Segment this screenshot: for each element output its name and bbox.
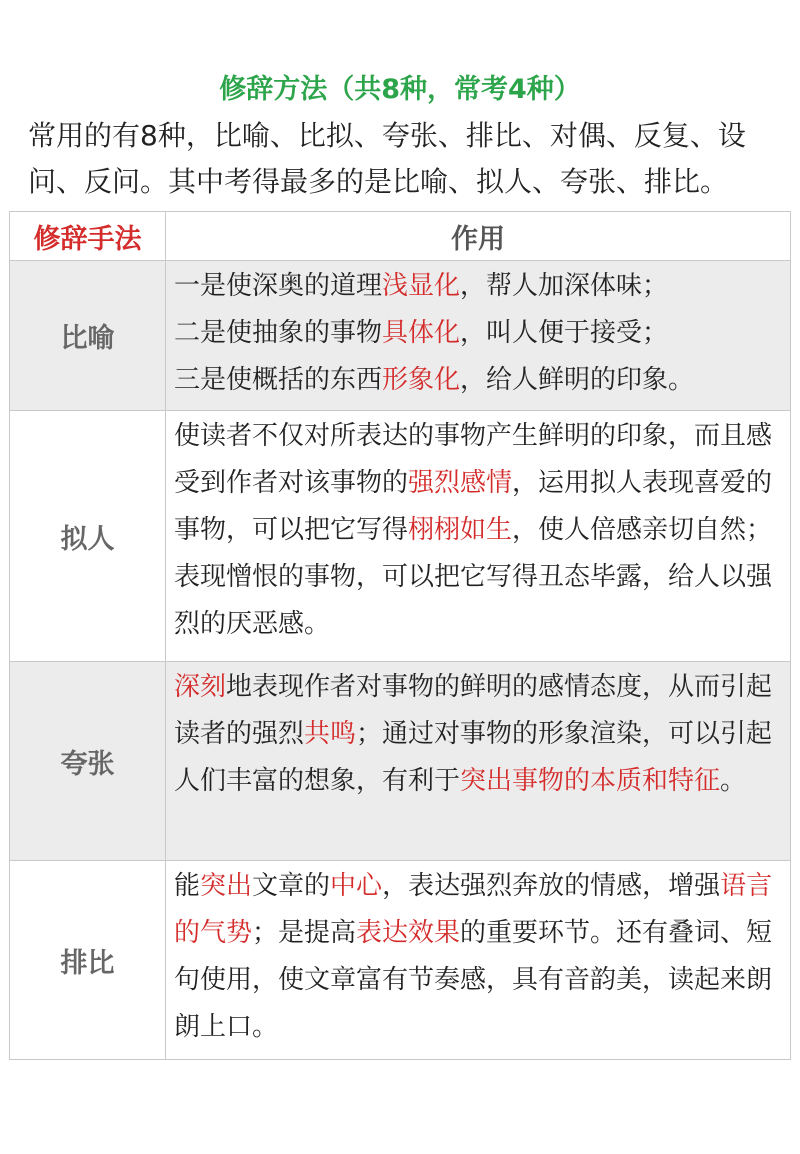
method-name: 比喻 — [10, 261, 166, 411]
rhetoric-table — [9, 211, 791, 1060]
header-method: 修辞手法 — [10, 212, 166, 261]
effect-text: ，帮人加深体味； — [460, 271, 669, 301]
highlight-text: 深刻 — [174, 672, 227, 702]
effect-text: 能 — [174, 871, 201, 901]
highlight-text: 形象化 — [382, 365, 461, 395]
method-name: 拟人 — [10, 411, 166, 662]
effect-text: ，表达强烈奔放的情感，增强 — [382, 871, 721, 901]
effect-text: ，叫人便于接受； — [460, 318, 669, 348]
effect-text: ，使人倍感亲切自然；表现憎恨的事物，可以把它写得丑态毕露，给人以强烈的厌恶感。 — [174, 515, 773, 639]
effect-text: 。 — [720, 766, 747, 796]
highlight-text: 栩栩如生 — [408, 515, 513, 545]
method-name: 排比 — [10, 861, 166, 1060]
header-effect: 作用 — [166, 212, 791, 261]
effect-text: 文章的 — [252, 871, 331, 901]
method-effect — [166, 411, 791, 662]
effect-text: 三是使概括的东西 — [174, 365, 383, 395]
effect-text: ，给人鲜明的印象。 — [460, 365, 695, 395]
table-row — [10, 861, 791, 1060]
effect-text: 二是使抽象的事物 — [174, 318, 383, 348]
intro-paragraph: 常用的有8种，比喻、比拟、夸张、排比、对偶、反复、设问、反问。其中考得最多的是比喻、拟人、夸张、排比。 — [28, 119, 746, 198]
highlight-text: 浅显化 — [382, 271, 461, 301]
effect-text: 的重要环节。还有叠词、短句使用，使文章富有节奏感，具有音韵美，读起来朗朗上口。 — [174, 918, 773, 1042]
effect-text: 地表现作者对事物的鲜明的感情态度，从而引起读者的强烈 — [174, 672, 773, 749]
method-effect — [166, 861, 791, 1060]
effect-text: ，运用拟人表现喜爱的事物，可以把它写得 — [174, 468, 773, 545]
table-header-row — [10, 212, 791, 261]
effect-text: 使读者不仅对所表达的事物产生鲜明的印象，而且感受到作者对该事物的 — [174, 421, 773, 498]
highlight-text: 共鸣 — [304, 719, 357, 749]
effect-text: ；通过对事物的形象渲染，可以引起人们丰富的想象，有利于 — [174, 719, 773, 796]
method-effect — [166, 261, 791, 411]
highlight-text: 语言的气势 — [174, 871, 773, 948]
table-row — [10, 261, 791, 411]
effect-text: 一是使深奥的道理 — [174, 271, 383, 301]
highlight-text: 强烈感情 — [408, 468, 513, 498]
highlight-text: 中心 — [330, 871, 383, 901]
method-effect — [166, 662, 791, 861]
highlight-text: 突出 — [200, 871, 253, 901]
table-row — [10, 662, 791, 861]
table-row — [10, 411, 791, 662]
page-title: 修辞方法（共8种，常考4种） — [219, 74, 581, 105]
effect-text: ；是提高 — [252, 918, 357, 948]
highlight-text: 突出事物的本质和特征 — [460, 766, 721, 796]
highlight-text: 表达效果 — [356, 918, 461, 948]
highlight-text: 具体化 — [382, 318, 461, 348]
method-name: 夸张 — [10, 662, 166, 861]
